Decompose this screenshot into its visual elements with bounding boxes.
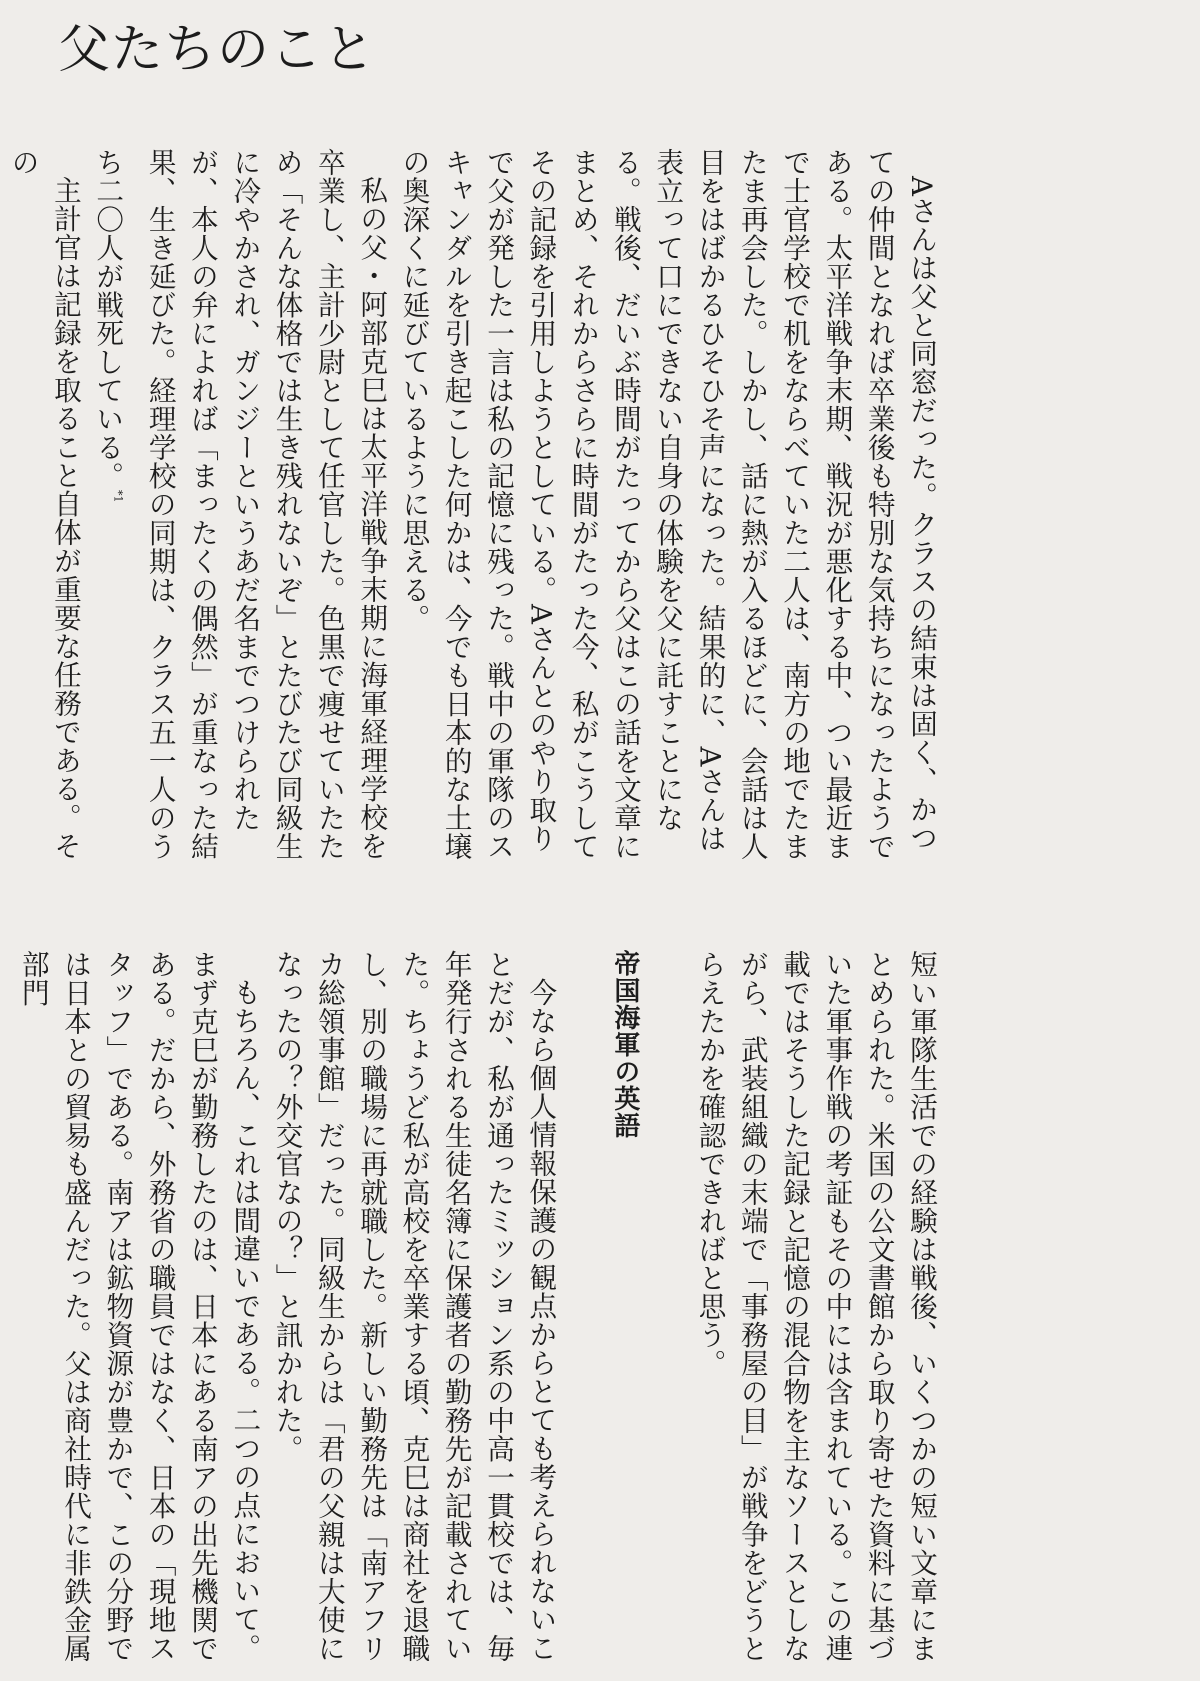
paragraph (86, 148, 392, 868)
paragraph-text: 私の父・阿部克巳は太平洋戦争末期に海軍経理学校を卒業し、主計少尉として任官した。色黒で痩せていたため「そんな体格では生き残れないぞ」とたびたび同級生に冷やかされ、ガンジーというあだ名までつけられたが、本人の弁によれば「まったくの偶然」が重なった結果、生き延びた。経理学校の同期は、クラス五一人のうち二〇人が戦死している。 (91, 148, 389, 861)
lower-text-block (16, 950, 942, 1670)
section-heading-line (604, 950, 646, 1670)
paragraph: 今なら個人情報保護の観点からとても考えられないことだが、私が通ったミッション系の中高一貫校では、毎年発行される生徒名簿に保護者の勤務先が記載されていた。ちょうど私が高校を卒業する頃、克巳は商社を退職し、別の職場に再就職した。新しい勤務先は「南アフリカ総領事館」だった。同級生からは「君の父親は大使になったの？外交官なの？」と訊かれた。 (270, 950, 558, 1663)
heading-spacer (646, 950, 688, 1670)
section-heading: 帝国海軍の英語 (609, 950, 640, 1139)
paragraph: 短い軍隊生活での経験は戦後、いくつかの短い文章にまとめられた。米国の公文書館から取り寄せた資料に基づいた軍事作戦の考証もその中には含まれている。この連載ではそうした記録と記憶の混合物を主なソースとしながら、武装組織の末端で「事務屋の目」が戦争をどうとらえたかを確認できればと思う。 (693, 950, 938, 1663)
paragraph: 主計官は記録を取ること自体が重要な任務である。その (6, 148, 82, 860)
page-title: 父たちのこと (58, 20, 377, 80)
footnote-marker[interactable]: *1 (111, 490, 125, 503)
paragraph: もちろん、これは間違いである。二つの点において。まず克巳が勤務したのは、日本にある南アの出先機関である。だから、外務省の職員ではなく、日本の「現地スタッフ」である。南アは鉱物資源が豊かで、この分野では日本との貿易も盛んだった。父は商社時代に非鉄金属部門 (16, 950, 262, 1663)
paragraph: Aさんは父と同窓だった。クラスの結束は固く、かつての仲間となれば卒業後も特別な気持ちになったようである。太平洋戦争末期、戦況が悪化する中、つい最近まで士官学校で机をならべていた二人は、南方の地でたまたま再会した。しかし、話に熱が入るほどに、会話は人目をはばかるひそひそ声になった。結果的に、Aさんは表立って口にできない自身の体験を父に託すことになる。戦後、だいぶ時間がたってから父はこの話を文章にまとめ、それからさらに時間がたった今、私がこうしてその記録を引用しようとしている。Aさんとのやり取りで父が発した一言は私の記憶に残った。戦中の軍隊のスキャンダルを引き起こした何かは、今でも日本的な土壌の奥深くに延びているように思える。 (397, 148, 938, 861)
heading-spacer (561, 950, 603, 1670)
upper-text-block (6, 148, 942, 868)
